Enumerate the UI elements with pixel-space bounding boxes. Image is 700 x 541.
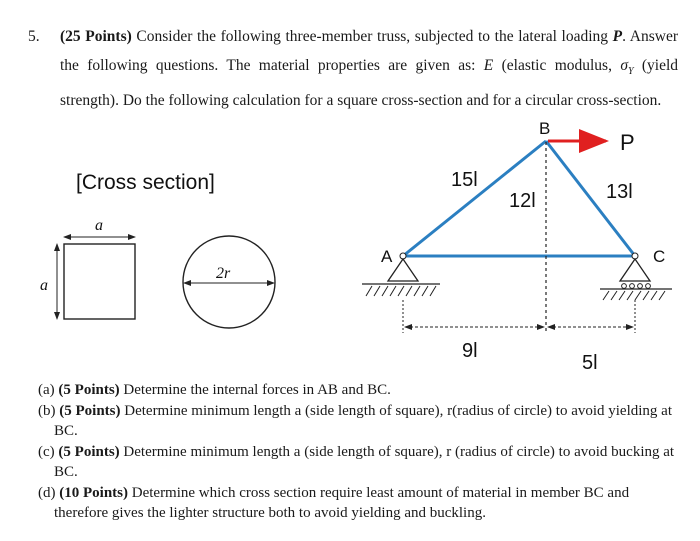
circle-section bbox=[183, 236, 275, 328]
height-label: 12l bbox=[509, 190, 536, 212]
square-section bbox=[64, 244, 135, 319]
square-top-label: a bbox=[95, 217, 103, 234]
length-AB-label: 15l bbox=[451, 169, 478, 191]
part-d: (d) (10 Points) Determine which cross section require least amount of material in member BC and therefore gives the lighter structure both to avoid yielding and buckling. bbox=[38, 484, 630, 521]
question-text-b: . Answer the following questions. The material properties are given as: bbox=[60, 28, 678, 74]
node-A-label: A bbox=[381, 247, 393, 266]
square-side-label: a bbox=[40, 277, 48, 294]
yield-symbol: $\sigma_Y$ bbox=[620, 57, 634, 78]
part-c: (c) (5 Points) Determine minimum length a (side length of square), r (radius of circle) to avoid bucking at BC. bbox=[38, 443, 675, 480]
question-points: (25 Points) bbox=[60, 28, 132, 45]
circle-label: 2r bbox=[216, 265, 231, 282]
node-B-label: B bbox=[539, 119, 551, 138]
base-right-label: 5l bbox=[582, 352, 598, 374]
support-A bbox=[362, 253, 440, 296]
question-text-d: (yield strength). Do the following calculation for a square cross-section and for a circular cross-section. bbox=[60, 57, 679, 110]
question-number: 5. bbox=[28, 28, 40, 45]
length-BC-label: 13l bbox=[606, 181, 633, 203]
part-b: (b) (5 Points) Determine minimum length a (side length of square), r(radius of circle) to avoid yielding at BC. bbox=[38, 402, 672, 439]
node-C-label: C bbox=[653, 247, 666, 266]
part-a: (a) (5 Points) Determine the internal forces in AB and BC. bbox=[38, 382, 391, 398]
question-parts bbox=[38, 380, 678, 524]
load-label: P bbox=[620, 130, 635, 155]
base-left-label: 9l bbox=[462, 340, 478, 362]
question-text-c: (elastic modulus, bbox=[501, 57, 612, 74]
cross-section-title: [Cross section] bbox=[76, 171, 215, 194]
question-text-a: Consider the following three-member truss, subjected to the lateral loading bbox=[136, 28, 609, 45]
modulus-symbol: E bbox=[483, 57, 494, 74]
load-symbol: P bbox=[612, 28, 623, 45]
